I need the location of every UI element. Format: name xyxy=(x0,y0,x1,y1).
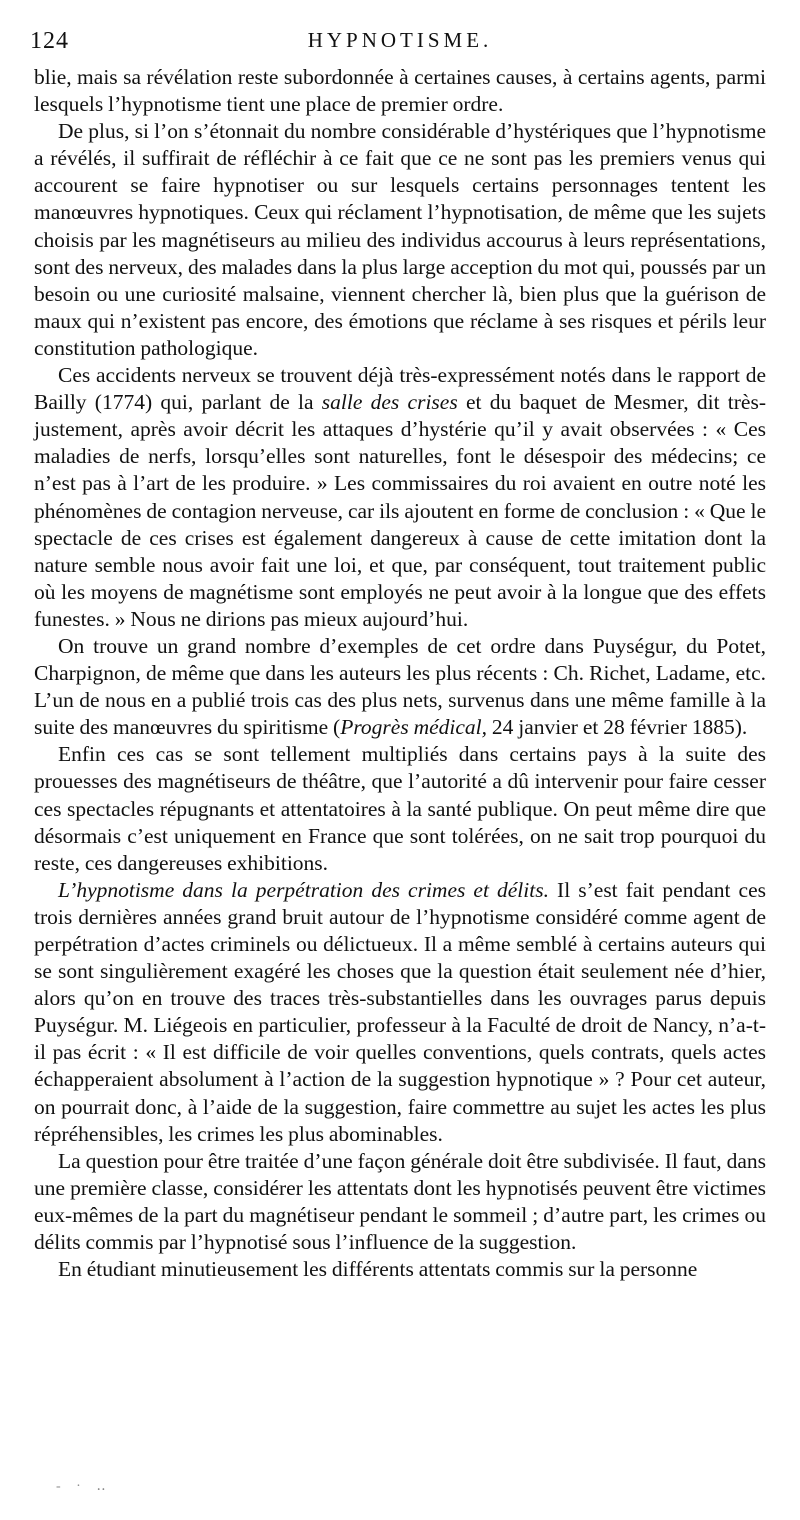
section-heading: L’hypnotisme dans la perpétration des crimes et délits. xyxy=(58,877,549,902)
paragraph-hysteria-count: De plus, si l’on s’étonnait du nombre considérable d’hystériques que l’hypnotisme a révélés, il suffirait de réfléchir à ce fait que ce ne sont pas les premiers venus qui accourent se faire hypnotiser ou sur lesquels certains personnages tentent les manœuvres hypnotiques. Ceux qui réclament l’hypnotisation, de même que les sujets choisis par les magnétiseurs au milieu des individus accourus à leurs représentations, sont des nerveux, des malades dans la plus large acception du mot qui, poussés par un besoin ou une curiosité malsaine, viennent chercher là, bien plus que la guérison de maux qui n’existent pas encore, des émotions que réclame à ses risques et périls leur constitution pathologique. xyxy=(34,119,766,360)
print-specks: ‐ · ‥ xyxy=(56,1479,112,1494)
paragraph-text: et du baquet de Mesmer, dit très-justement, après avoir décrit les attaques d’hystérie qu’il y avait observées : « Ces maladies de nerfs, lorsqu’elles sont naturelles, font le désespoir des médecins; ce n’est pas à l’art de les produire. » Les commissaires du roi avaient en outre noté les phénomènes de contagion nerveuse, car ils ajoutent en forme de conclusion : « Que le spectacle de ces crises est également dangereux à cause de cette imitation dont la nature semble nous avoir fait une loi, et que, par conséquent, tout traitement public où les moyens de magnétisme sont employés ne peut avoir à la longue que des effets funestes. » Nous ne dirions pas mieux aujourd’hui. xyxy=(34,390,766,631)
italic-citation: Progrès médical, xyxy=(340,715,488,740)
paragraph-theatre-magnetisers: Enfin ces cas se sont tellement multipliés dans certains pays à la suite des prouesses des magnétiseurs de théâtre, que l’autorité a dû intervenir pour faire cesser ces spectacles répugnants et attentatoires à la santé publique. On peut même dire que désormais c’est uniquement en France que sont tolérées, on ne sait trop pourquoi du reste, ces dangereuses exhibitions. xyxy=(34,742,766,875)
paragraph-continuation: blie, mais sa révélation reste subordonnée à certaines causes, à certains agents, parmi lesquels l’hypnotisme tient une place de premier ordre. xyxy=(34,65,766,117)
paragraph-final-line: En étudiant minutieusement les différents attentats commis sur la personne xyxy=(58,1257,698,1282)
page-header xyxy=(30,28,770,60)
body-text xyxy=(34,64,766,1283)
page-number: 124 xyxy=(30,28,69,54)
italic-term: salle des crises xyxy=(321,390,458,415)
paragraph-examples xyxy=(34,633,766,741)
paragraph-crimes-section xyxy=(34,877,766,1148)
paragraph-bailly-report xyxy=(34,362,766,633)
paragraph-subdivision: La question pour être traitée d’une façon générale doit être subdivisée. Il faut, dans une première classe, considérer les attentats dont les hypnotisés peuvent être victimes eux-mêmes de la part du magnétiseur pendant le sommeil ; d’autre part, les crimes ou délits commis par l’hypnotisé sous l’influence de la suggestion. xyxy=(34,1148,766,1255)
paragraph-text: 24 janvier et 28 février 1885). xyxy=(487,715,748,740)
running-head: HYPNOTISME. xyxy=(307,28,493,52)
paragraph-text: On trouve un grand nombre d’exemples de cet ordre dans Puységur, du Potet, Charpignon, de même que dans les auteurs les plus récents : Ch. Richet, Ladame, etc. L’un de nous en a publié trois cas des plus nets, survenus dans une même famille à la suite des manœuvres du spiritisme ( xyxy=(34,633,766,740)
paragraph-text: Il s’est fait pendant ces trois dernières années grand bruit autour de l’hypnotisme considéré comme agent de perpétration d’actes criminels ou délictueux. Il a même semblé à certains auteurs qui se sont singulièrement exagéré les choses que la question était seulement née d’hier, alors qu’on en trouve des traces très-substantielles dans les ouvrages parus depuis Puységur. M. Liégeois en particulier, professeur à la Faculté de droit de Nancy, n’a-t-il pas écrit : « Il est difficile de voir quelles conventions, quels contrats, quels actes échapperaient absolument à l’action de la suggestion hypnotique » ? Pour cet auteur, on pourrait donc, à l’aide de la suggestion, faire commettre au sujet les actes les plus répréhensibles, les crimes les plus abominables. xyxy=(34,877,767,1146)
paragraph-text: Ces accidents nerveux se trouvent déjà très-expressément notés dans le rapport de Bailly (1774) qui, parlant de la xyxy=(34,363,766,415)
